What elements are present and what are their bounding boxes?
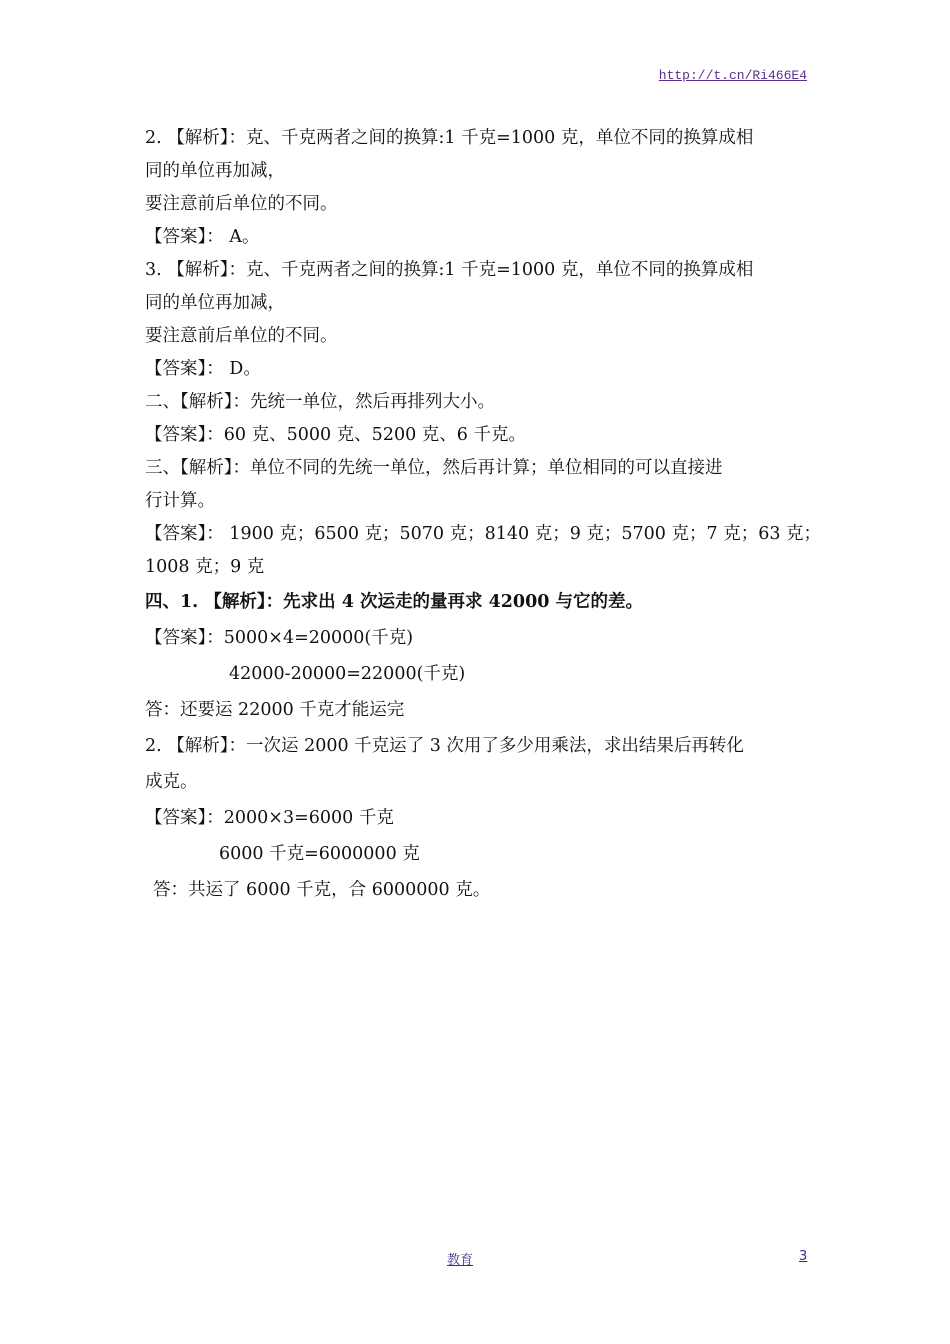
text-line: 行计算。 xyxy=(145,491,215,511)
text-line: 同的单位再加减， xyxy=(145,161,285,181)
text-line: 42000-20000=22000(千克) xyxy=(229,664,466,684)
text-line: 6000 千克=6000000 克 xyxy=(219,844,420,864)
text-line: 3. 【解析】：克、千克两者之间的换算:1 千克=1000 克，单位不同的换算成相 xyxy=(145,260,754,280)
text-line: 【答案】： 1900 克；6500 克；5070 克；8140 克；9 克；5700 克；7 克；63 克； xyxy=(145,524,822,544)
text-line: 【答案】： A。 xyxy=(145,227,260,247)
text-line: 【答案】：5000×4=20000(千克) xyxy=(145,628,414,648)
text-line: 【答案】：2000×3=6000 千克 xyxy=(145,808,394,828)
text-line: 2. 【解析】：一次运 2000 千克运了 3 次用了多少用乘法，求出结果后再转化 xyxy=(145,736,744,756)
header-link[interactable]: http://t.cn/Ri466E4 xyxy=(658,68,807,83)
text-line: 1008 克；9 克 xyxy=(145,557,265,577)
text-line: 答：共运了 6000 千克，合 6000000 克。 xyxy=(153,880,491,900)
text-line: 四、1. 【解析】：先求出 4 次运走的量再求 42000 与它的差。 xyxy=(145,592,644,612)
document-body xyxy=(145,122,822,908)
text-line: 【答案】：60 克、5000 克、5200 克、6 千克。 xyxy=(145,425,526,445)
text-line: 三、【解析】：单位不同的先统一单位，然后再计算；单位相同的可以直接进 xyxy=(145,458,723,478)
text-line: 2. 【解析】：克、千克两者之间的换算:1 千克=1000 克，单位不同的换算成相 xyxy=(145,128,754,148)
text-line: 同的单位再加减， xyxy=(145,293,285,313)
text-line: 二、【解析】：先统一单位，然后再排列大小。 xyxy=(145,392,495,412)
text-line: 要注意前后单位的不同。 xyxy=(145,326,338,346)
footer-center-link[interactable]: 教育 xyxy=(447,1253,474,1268)
page-number[interactable]: 3 xyxy=(799,1249,808,1264)
text-line: 要注意前后单位的不同。 xyxy=(145,194,338,214)
text-line: 答：还要运 22000 千克才能运完 xyxy=(145,700,405,720)
text-line: 成克。 xyxy=(145,772,198,792)
text-line: 【答案】： D。 xyxy=(145,359,261,379)
